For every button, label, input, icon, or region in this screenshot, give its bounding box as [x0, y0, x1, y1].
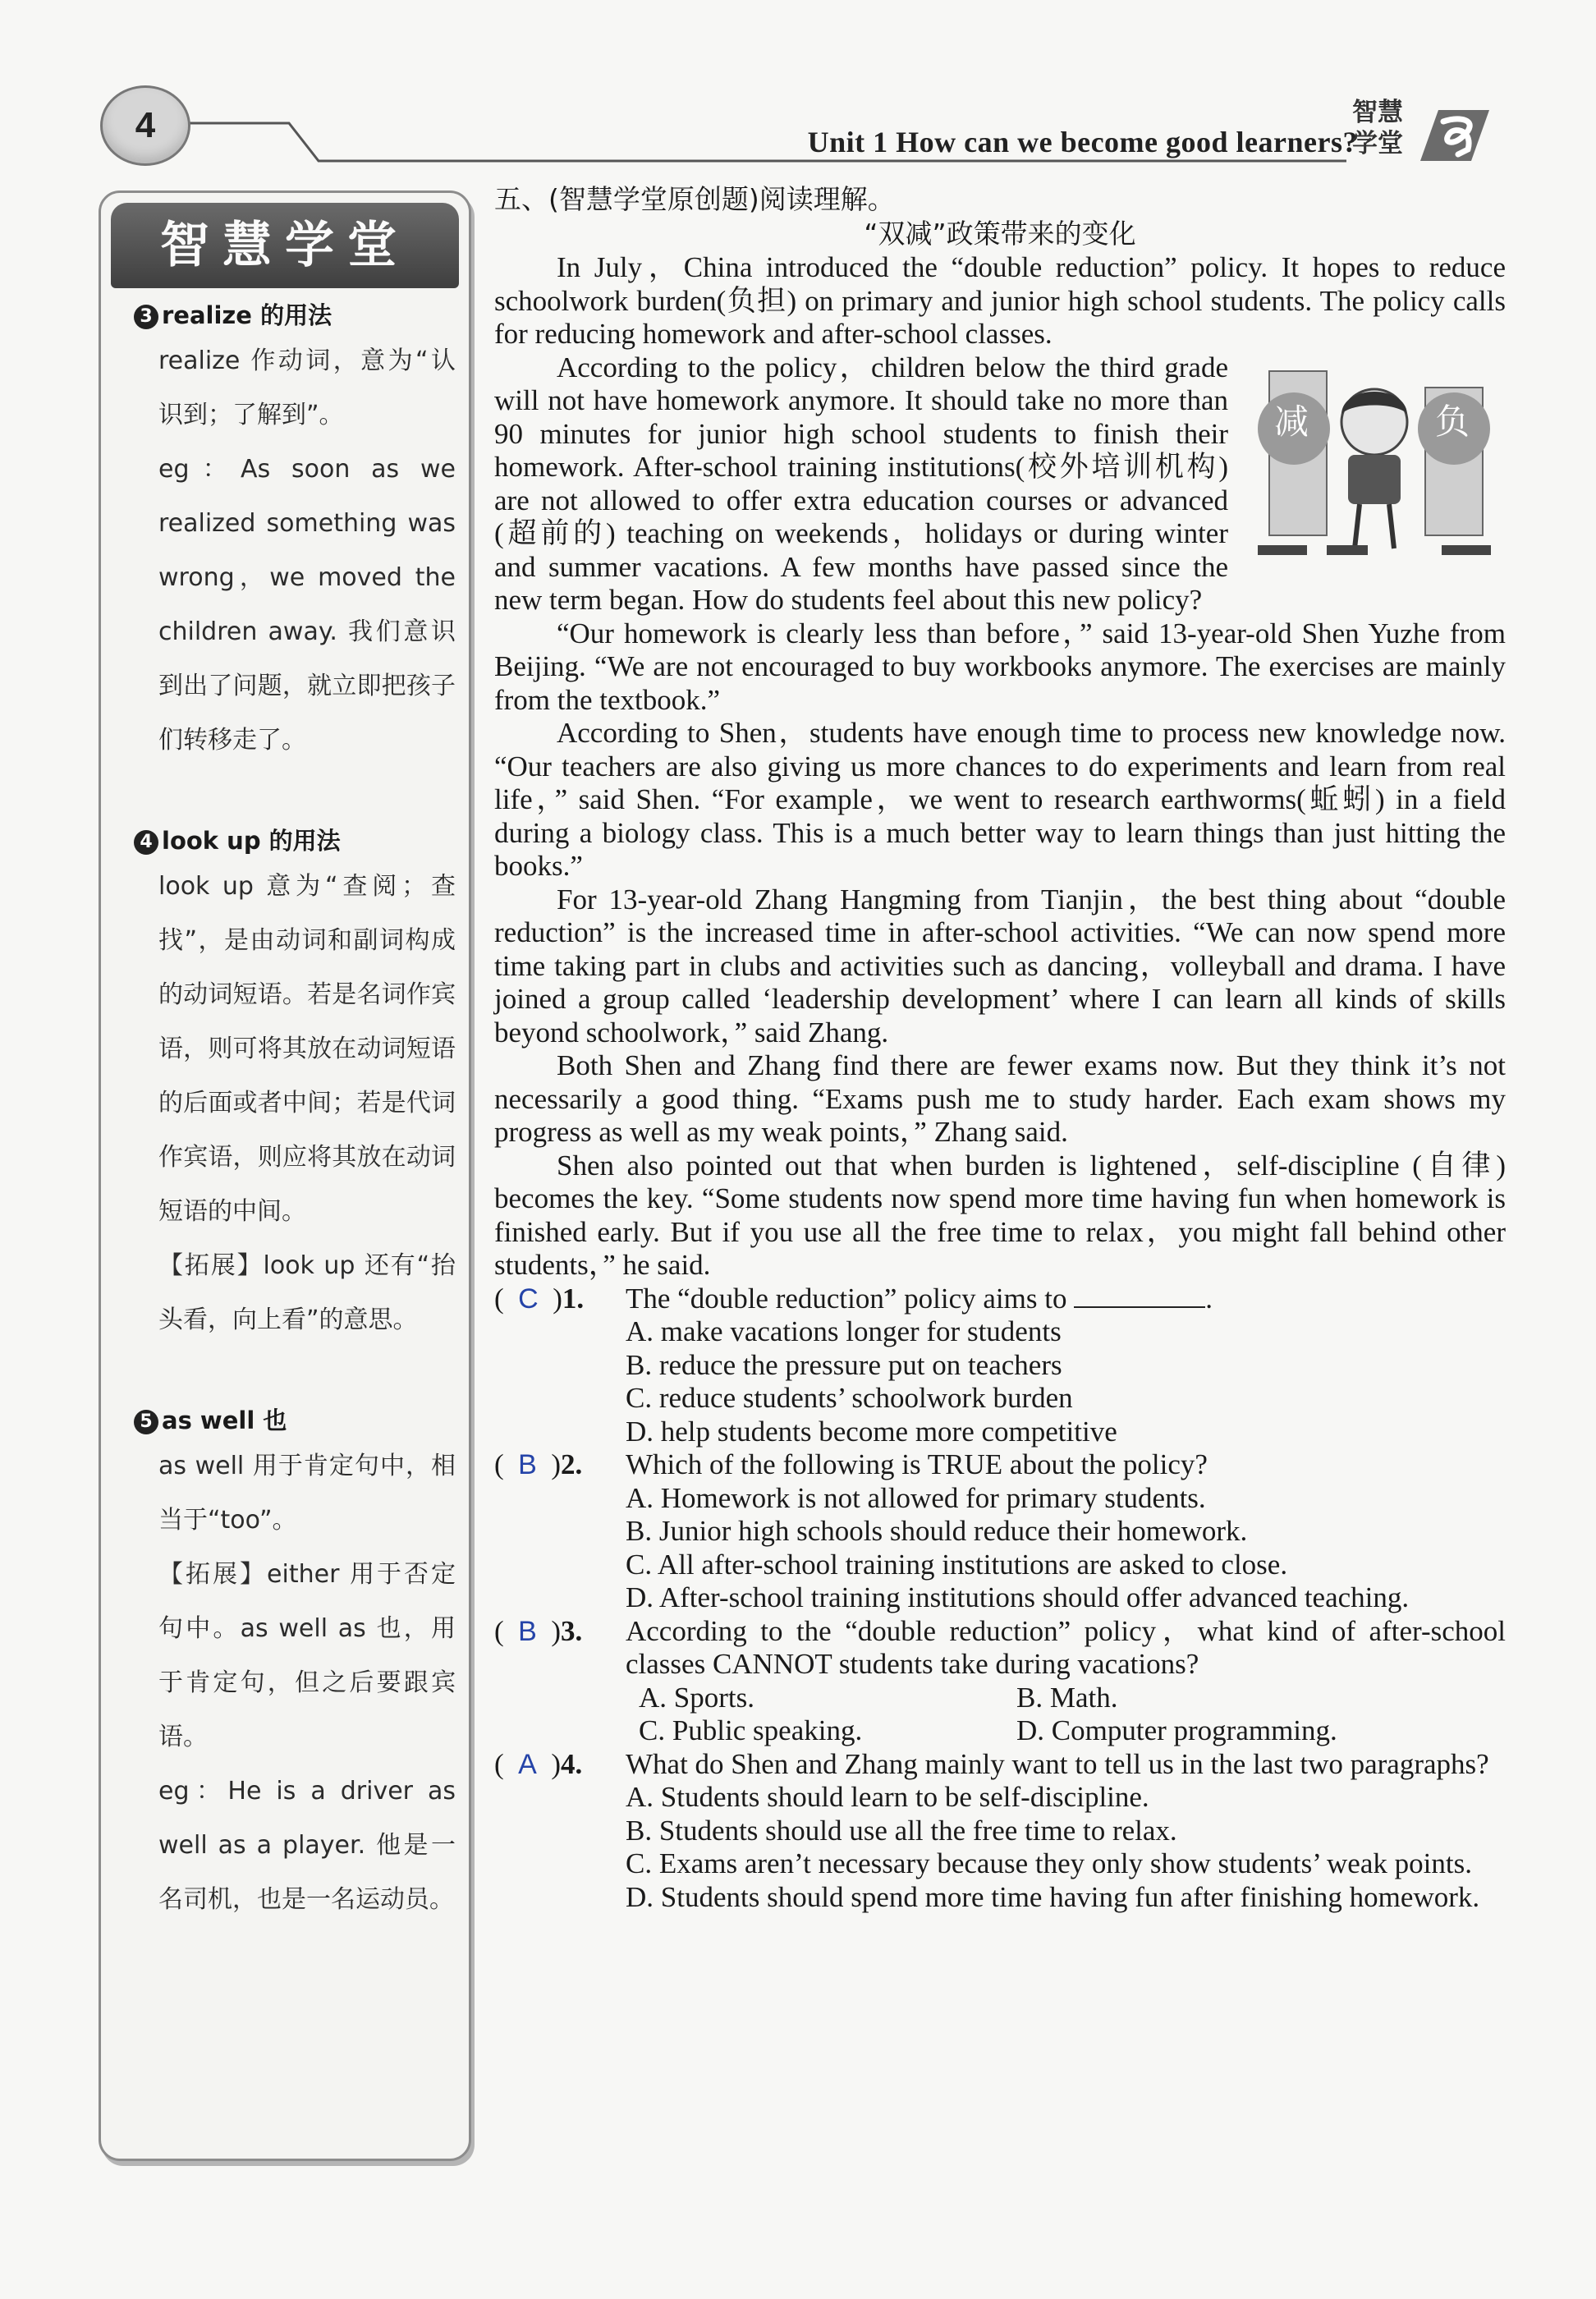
option: A. Homework is not allowed for primary students. [626, 1481, 1206, 1514]
sidebar-text: 【拓展】either 用于否定句中。as well as 也，用于肯定句，但之后要跟宾语。 [158, 1560, 456, 1751]
question: ( B )2. Which of the following is TRUE about the policy? [494, 1448, 1208, 1480]
illustration-label: 负 [1435, 401, 1470, 442]
option: B. Students should use all the free time to relax. [626, 1814, 1177, 1847]
question: ( A )4. What do Shen and Zhang mainly want to tell us in the last two paragraphs? [494, 1747, 1489, 1780]
section-title: 五、(智慧学堂原创题)阅读理解。 [494, 183, 895, 215]
question: ( B )3. According to the “double reduction” policy，what kind of after-school classes CANNOT students take during vacations? [494, 1614, 1506, 1680]
sidebar-text: 【拓展】look up 还有“抬头看，向上看”的意思。 [158, 1251, 456, 1334]
passage-title: “双减”政策带来的变化 [864, 218, 1136, 250]
option: C. Exams aren’t necessary because they only show students’ weak points. [626, 1847, 1472, 1879]
option: D. After-school training institutions should offer advanced teaching. [626, 1581, 1410, 1613]
answer-mark: A [518, 1748, 537, 1780]
passage-paragraph: According to Shen，students have enough time to process new knowledge now. “Our teachers are also giving us more chances to do experiments and learn from real life，” said Shen. “For example，we went to research earthworms(蚯蚓) in a field during a biology class. This is a much better way to learn things than just hitting the books.” [494, 717, 1506, 882]
sidebar-content [134, 291, 456, 1927]
answer-mark: C [518, 1283, 539, 1315]
option: A. Sports. [639, 1681, 754, 1714]
unit-title: Unit 1 How can we become good learners? [807, 126, 1358, 158]
brand-logo-icon [1414, 103, 1496, 169]
question-stem: The “double reduction” policy aims to [626, 1282, 1067, 1315]
sidebar-panel [99, 190, 471, 2161]
option: C. reduce students’ schoolwork burden [626, 1382, 1073, 1414]
answer-mark: B [518, 1615, 537, 1647]
page-number: 4 [100, 85, 190, 166]
passage-paragraph: In July，China introduced the “double reduction” policy. It hopes to reduce schoolwork burden(负担) on primary and junior high school students. The policy calls for reducing homework and after-school classes. [494, 251, 1506, 350]
sidebar-text: look up 意为“查阅；查找”，是由动词和副词构成的动词短语。若是名词作宾语，则可将其放在动词短语的后面或者中间；若是代词作宾语，则应将其放在动词短语的中间。 [158, 872, 456, 1226]
logo-text: 智慧学堂 [1352, 98, 1403, 158]
option: D. help students become more competitive [626, 1415, 1117, 1448]
option-grid [494, 1714, 1506, 1748]
question: ( C )1. The “double reduction” policy aims to . [494, 1282, 1213, 1315]
option: A. Students should learn to be self-discipline. [626, 1781, 1149, 1813]
passage-paragraph: For 13-year-old Zhang Hangming from Tianjin，the best thing about “double reduction” is the increased time in after-school activities. “We can now spend more time taking part in clubs and activities such as dancing，volleyball and drama. I have joined a group called ‘leadership development’ where I can learn all kinds of skills beyond schoolwork，” said Zhang. [494, 883, 1506, 1049]
option: A. make vacations longer for students [626, 1315, 1062, 1347]
sidebar-text: eg：As soon as we realized something was wrong，we moved the children away. 我们意识到出了问题，就立即把孩子们转移走了。 [158, 455, 456, 755]
sidebar-title-bar [111, 203, 459, 288]
option: C. Public speaking. [639, 1714, 863, 1746]
answer-blank [1074, 1306, 1205, 1308]
option-grid [494, 1682, 1506, 1715]
sidebar-heading: 4 look up 的用法 [134, 822, 456, 860]
sidebar-title: 智慧学堂 [160, 217, 410, 274]
answer-mark: B [518, 1449, 537, 1480]
question-stem: Which of the following is TRUE about the policy? [626, 1448, 1208, 1480]
sidebar-heading: 3 realize 的用法 [134, 296, 456, 334]
question-stem: What do Shen and Zhang mainly want to tell us in the last two paragraphs? [626, 1747, 1489, 1780]
option: B. Math. [1016, 1681, 1118, 1714]
option: B. reduce the pressure put on teachers [626, 1348, 1062, 1381]
passage-paragraph: “Our homework is clearly less than before，” said 13-year-old Shen Yuzhe from Beijing. “We are not encouraged to buy workbooks anymore. The exercises are mainly from the textbook.” [494, 617, 1506, 716]
passage-paragraph: Both Shen and Zhang find there are fewer exams now. But they think it’s not necessarily a good thing. “Exams push me to study harder. Each exam shows my progress as well as my weak points，” Zhang said. [494, 1049, 1506, 1148]
option: B. Junior high schools should reduce their homework. [626, 1515, 1248, 1547]
option: D. Computer programming. [1016, 1714, 1337, 1746]
sidebar-text: eg：He is a driver as well as a player. 他是一名司机，也是一名运动员。 [158, 1777, 456, 1914]
illustration-label: 减 [1274, 401, 1309, 442]
main-column [494, 182, 1506, 1914]
passage-paragraph: According to the policy，children below the third grade will not have homework anymore. It should take no more than 90 minutes for junior high school students to finish their homework. After-school training institutions(校外培训机构) are not allowed to offer extra education courses or advanced (超前的) teaching on weekends，holidays or during winter and summer vacations. A few months have passed since the new term began. How do students feel about this new policy? [494, 351, 1228, 616]
option: D. Students should spend more time having fun after finishing homework. [626, 1880, 1480, 1913]
student-books-illustration-icon [1245, 355, 1506, 560]
question-stem: According to the “double reduction” policy，what kind of after-school classes CANNOT students take during vacations? [626, 1614, 1506, 1680]
sidebar-text: as well 用于肯定句中，相当于“too”。 [158, 1452, 456, 1535]
sidebar-heading: 5 as well 也 [134, 1402, 456, 1439]
passage-paragraph: Shen also pointed out that when burden is lightened，self-discipline (自律) becomes the key. “Some students now spend more time having fun when homework is finished early. But if you use all the free time to relax，you might fall behind other students，” he said. [494, 1149, 1506, 1281]
sidebar-text: realize 作动词，意为“认识到；了解到”。 [158, 346, 456, 429]
option: C. All after-school training institutions are asked to close. [626, 1548, 1288, 1581]
illustration [1245, 355, 1506, 560]
